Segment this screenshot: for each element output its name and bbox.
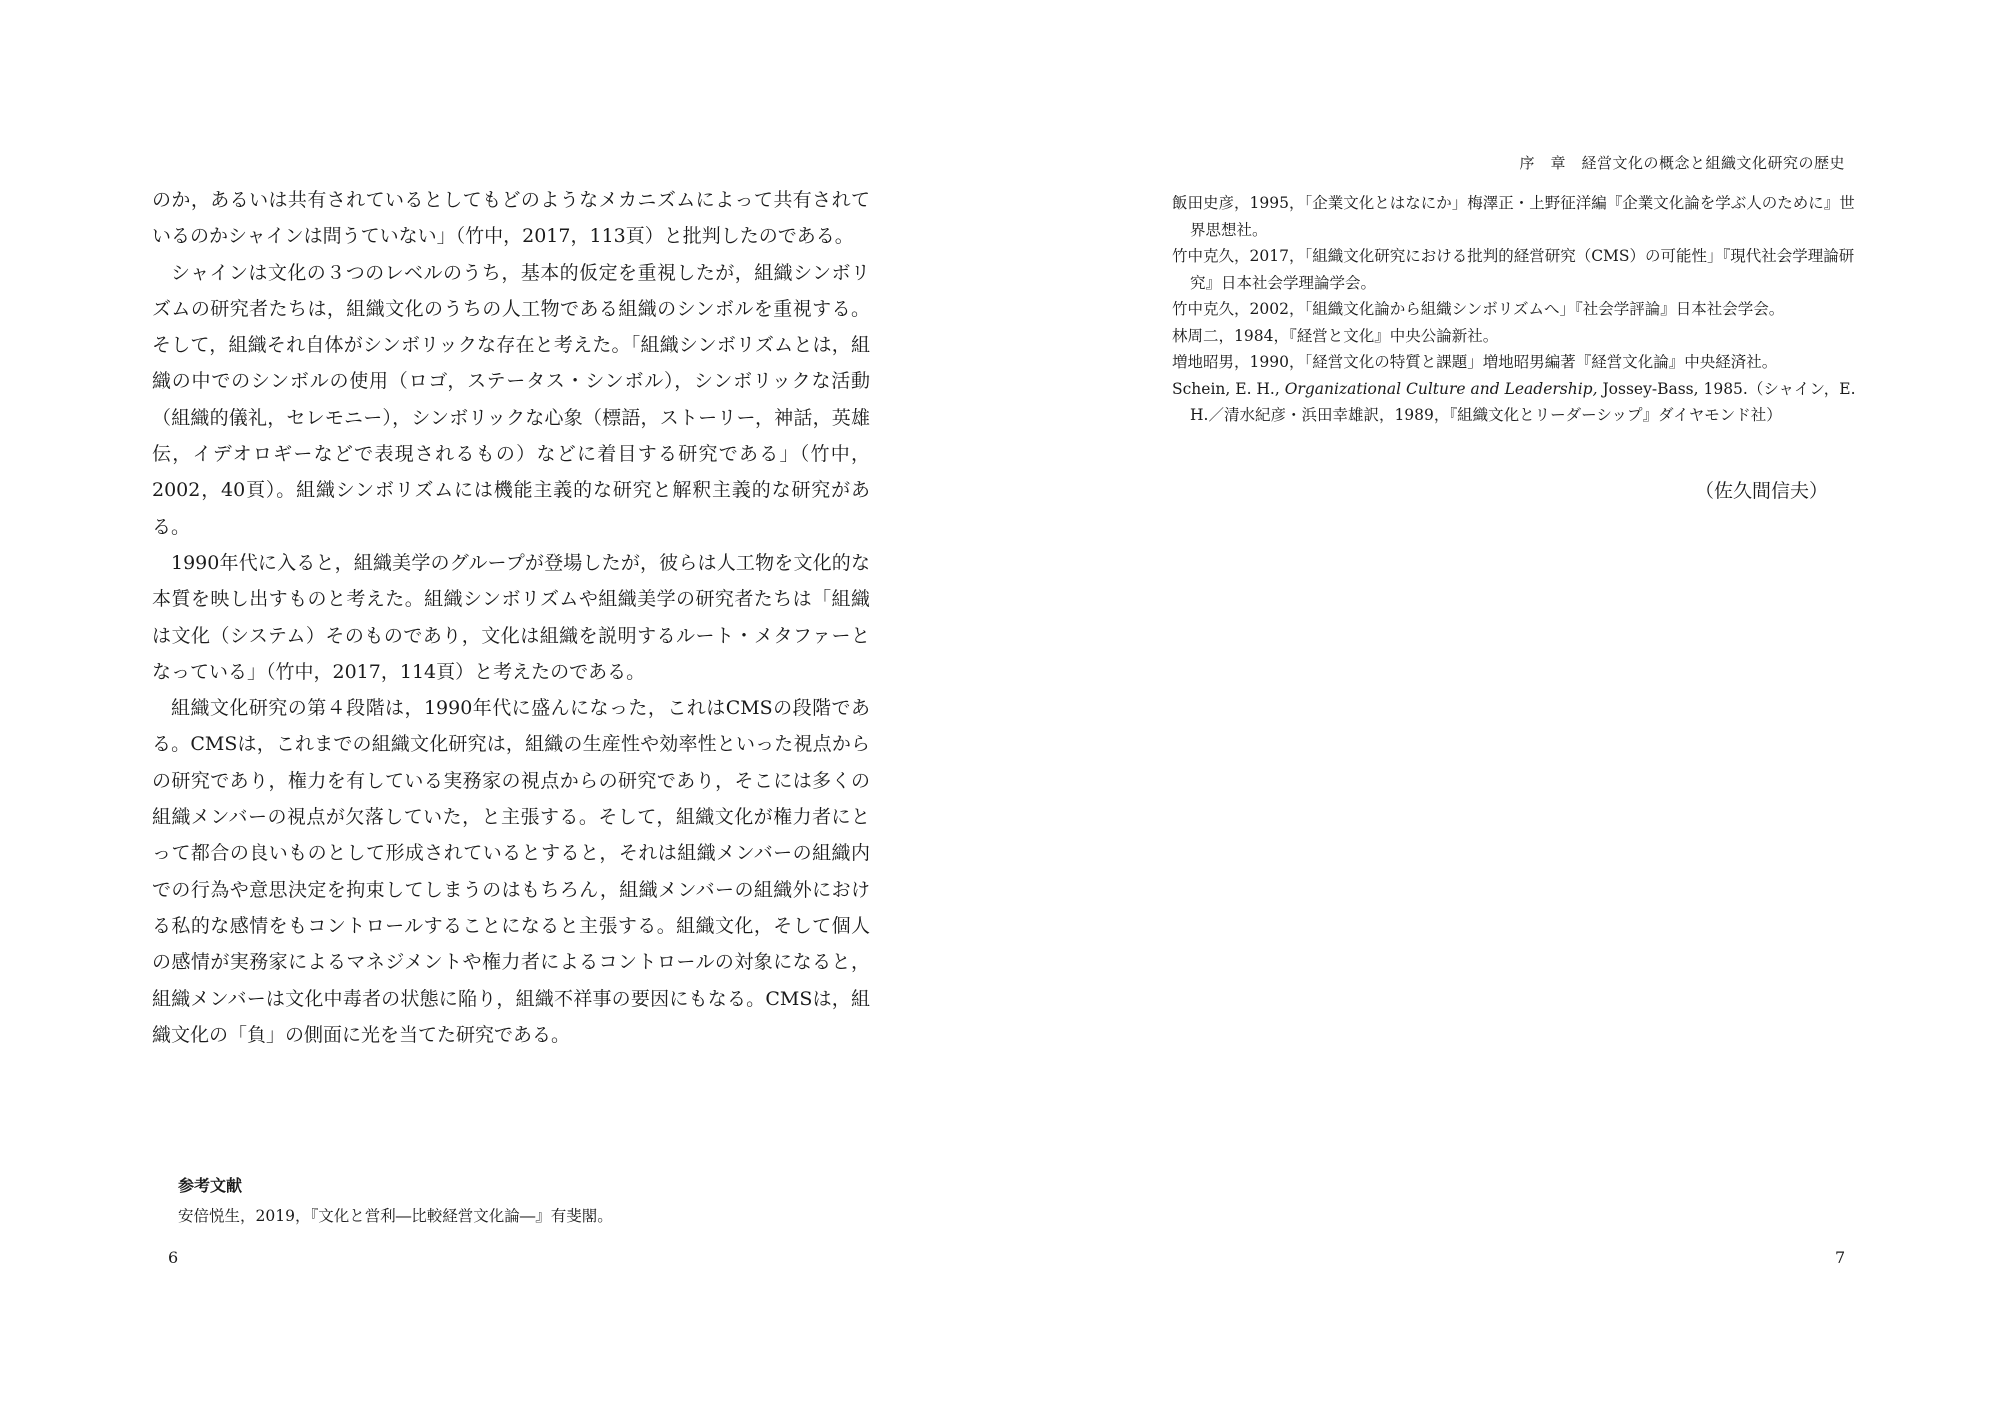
body-text	[152, 182, 870, 1053]
reference-text: 竹中克久，2002，「組織文化論から組織シンボリズムへ」『社会学評論』日本社会学会。	[1172, 300, 1785, 318]
reference-item	[1172, 323, 1862, 350]
reference-item	[1172, 376, 1862, 429]
running-head: 序 章 経営文化の概念と組織文化研究の歴史	[1519, 154, 1845, 172]
paragraph-4: 組織文化研究の第４段階は，1990年代に盛んになった，これはCMSの段階である。CMSは，これまでの組織文化研究は，組織の生産性や効率性といった視点からの研究であり，権力を有している実務家の視点からの研究であり，そこには多くの組織メンバーの視点が欠落していた，と主張する。そして，組織文化が権力者にとって都合の良いものとして形成されているとすると，それは組織メンバーの組織内での行為や意思決定を拘束してしまうのはもちろん，組織メンバーの組織外における私的な感情をもコントロールすることになると主張する。組織文化，そして個人の感情が実務家によるマネジメントや権力者によるコントロールの対象になると，組織メンバーは文化中毒者の状態に陥り，組織不祥事の要因にもなる。CMSは，組織文化の「負」の側面に光を当てた研究である。	[152, 697, 870, 1046]
reference-item	[1172, 296, 1862, 323]
reference-text: 増地昭男，1990，「経営文化の特質と課題」増地昭男編著『経営文化論』中央経済社。	[1172, 353, 1778, 371]
reference-author: Schein, E. H.,	[1172, 379, 1285, 398]
references-heading: 参考文献	[178, 1176, 243, 1195]
reference-text: 林周二，1984，『経営と文化』中央公論新社。	[1172, 326, 1499, 345]
reference-text: 飯田史彦，1995，「企業文化とはなにか」梅澤正・上野征洋編『企業文化論を学ぶ人のために』世界思想社。	[1172, 194, 1855, 239]
reference-item	[1172, 190, 1862, 243]
reference-item	[1172, 349, 1862, 376]
paragraph-1: のか，あるいは共有されているとしてもどのようなメカニズムによって共有されているのかシャインは問うていない」（竹中，2017，113頁）と批判したのである。	[152, 189, 870, 248]
reference-text: 竹中克久，2017，「組織文化研究における批判的経営研究（CMS）の可能性」『現代社会学理論研究』日本社会学理論学会。	[1172, 247, 1855, 292]
reference-item	[1172, 243, 1862, 296]
right-page	[1000, 0, 2000, 1414]
reference-item: 安倍悦生，2019，『文化と営利―比較経営文化論―』有斐閣。	[178, 1207, 613, 1225]
reference-list	[1172, 190, 1862, 429]
reference-book-title: Organizational Culture and Leadership,	[1284, 379, 1598, 398]
author-name: （佐久間信夫）	[1694, 480, 1828, 502]
paragraph-3: 1990年代に入ると，組織美学のグループが登場したが，彼らは人工物を文化的な本質を映し出すものと考えた。組織シンボリズムや組織美学の研究者たちは「組織は文化（システム）そのものであり，文化は組織を説明するルート・メタファーとなっている」（竹中，2017，114頁）と考えたのである。	[152, 551, 870, 683]
page-number-right: 7	[1835, 1248, 1846, 1267]
page-number-left: 6	[168, 1248, 179, 1267]
reference-publisher: Jossey-Bass, 1985.（シャイン，E. H.／清水紀彦・浜田幸雄訳，1989，『組織文化とリーダーシップ』ダイヤモンド社）	[1190, 379, 1856, 424]
paragraph-2: シャインは文化の３つのレベルのうち，基本的仮定を重視したが，組織シンボリズムの研究者たちは，組織文化のうちの人工物である組織のシンボルを重視する。そして，組織それ自体がシンボリックな存在と考えた。「組織シンボリズムとは，組織の中でのシンボルの使用（ロゴ，ステータス・シンボル），シンボリックな活動（組織的儀礼，セレモニー），シンボリックな心象（標語，ストーリー，神話，英雄伝，イデオロギーなどで表現されるもの）などに着目する研究である」（竹中，2002，40頁）。組織シンボリズムには機能主義的な研究と解釈主義的な研究がある。	[152, 261, 870, 538]
